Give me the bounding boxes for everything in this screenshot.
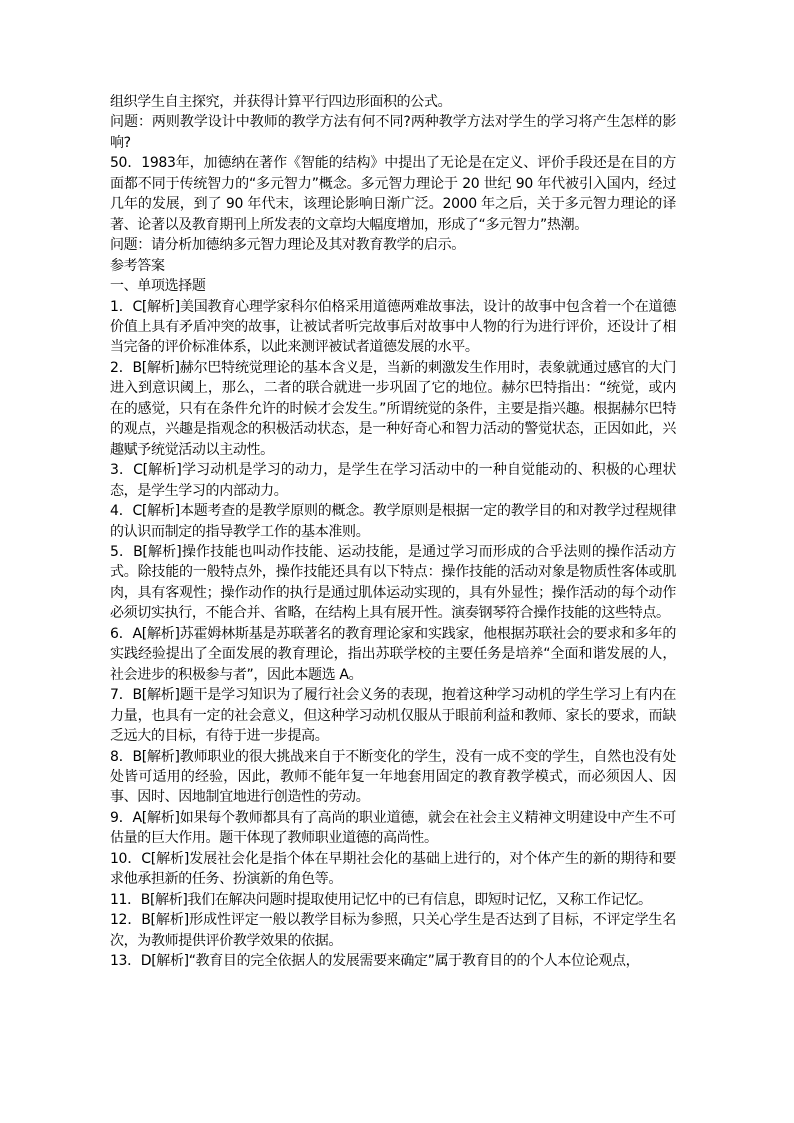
question-paragraph: 问题：请分析加德纳多元智力理论及其对教育教学的启示。 (110, 237, 465, 254)
document-page (110, 92, 676, 971)
intro-paragraph: 组织学生自主探究，并获得计算平行四边形面积的公式。 (110, 94, 452, 110)
answer-item: 9．A[解析]如果每个教师都具有了高尚的职业道德，就会在社会主义精神文明建设中产生不可估量的巨大作用。题干体现了教师职业道德的高尚性。 (110, 809, 676, 847)
answer-item: 11．B[解析]我们在解决问题时提取使用记忆中的已有信息，即短时记忆，又称工作记忆。 (110, 891, 652, 908)
answer-item: 10．C[解析]发展社会化是指个体在早期社会化的基础上进行的，对个体产生的新的期待和要求他承担新的任务、扮演新的角色等。 (110, 850, 676, 888)
answer-item: 13．D[解析]“教育目的完全依据人的发展需要来确定”属于教育目的的个人本位论观点， (110, 953, 640, 970)
section-heading: 一、单项选择题 (110, 278, 206, 295)
answer-item: 4．C[解析]本题考查的是教学原则的概念。教学原则是根据一定的教学目的和对教学过程规律的认识而制定的指导教学工作的基本准则。 (110, 503, 676, 540)
answer-item: 5．B[解析]操作技能也叫动作技能、运动技能，是通过学习而形成的合乎法则的操作活动方式。除技能的一般特点外，操作技能还具有以下特点：操作技能的活动对象是物质性客体或肌肉，具有客观性；操作动作的执行是通过肌体运动实现的，具有外显性；操作活动的每个动作必须切实执行，不能合并、省略，在结构上具有展开性。演奏钢琴符合操作技能的这些特点。 (110, 543, 676, 622)
question-50-paragraph: 50．1983年，加德纳在著作《智能的结构》中提出了无论是在定义、评价手段还是在目的方面都不同于传统智力的“多元智力”概念。多元智力理论于 20 世纪 90 年代被引入国内，经过几年的发展，到了 90 年代末，该理论影响日渐广泛。2000 年之后，关于多元智力理论的译著、论著以及教育期刊上所发表的文章均大幅度增加，形成了“多元智力”热潮。 (110, 155, 676, 233)
answer-item: 1．C[解析]美国教育心理学家科尔伯格采用道德两难故事法，设计的故事中包含着一个在道德价值上具有矛盾冲突的故事，让被试者听完故事后对故事中人物的行为进行评价，还设计了相当完备的评价标准体系，以此来测评被试者道德发展的水平。 (110, 298, 676, 356)
answer-item: 6．A[解析]苏霍姆林斯基是苏联著名的教育理论家和实践家，他根据苏联社会的要求和多年的实践经验提出了全面发展的教育理论，指出苏联学校的主要任务是培养“全面和谐发展的人，社会进步的积极参与者”，因此本题选 A。 (110, 625, 676, 683)
answer-item: 3．C[解析]学习动机是学习的动力，是学生在学习活动中的一种自觉能动的、积极的心理状态，是学生学习的内部动力。 (110, 462, 676, 499)
answer-item: 2．B[解析]赫尔巴特统觉理论的基本含义是，当新的刺激发生作用时，表象就通过感官的大门进入到意识阈上，那么，二者的联合就进一步巩固了它的地位。赫尔巴特指出：“统觉，或内在的感觉，只有在条件允许的时候才会发生。”所谓统觉的条件，主要是指兴趣。根据赫尔巴特的观点，兴趣是指观念的积极活动状态，是一种好奇心和智力活动的警觉状态，正因如此，兴趣赋予统觉活动以主动性。 (110, 359, 676, 458)
answer-heading: 参考答案 (110, 257, 165, 274)
answer-item: 12．B[解析]形成性评定一般以教学目标为参照，只关心学生是否达到了目标，不评定学生名次，为教师提供评价教学效果的依据。 (110, 912, 676, 949)
answer-item: 8．B[解析]教师职业的很大挑战来自于不断变化的学生，没有一成不变的学生，自然也没有处处皆可适用的经验，因此，教师不能年复一年地套用固定的教育教学模式，而必须因人、因事、因时、因地制宜地进行创造性的劳动。 (110, 748, 676, 806)
answer-item: 7．B[解析]题干是学习知识为了履行社会义务的表现，抱着这种学习动机的学生学习上有内在力量，也具有一定的社会意义，但这种学习动机仅服从于眼前利益和教师、家长的要求，而缺乏远大的目标，有待于进一步提高。 (110, 687, 676, 745)
question-paragraph: 问题：两则教学设计中教师的教学方法有何不同?两种教学方法对学生的学习将产生怎样的影响? (110, 114, 676, 151)
